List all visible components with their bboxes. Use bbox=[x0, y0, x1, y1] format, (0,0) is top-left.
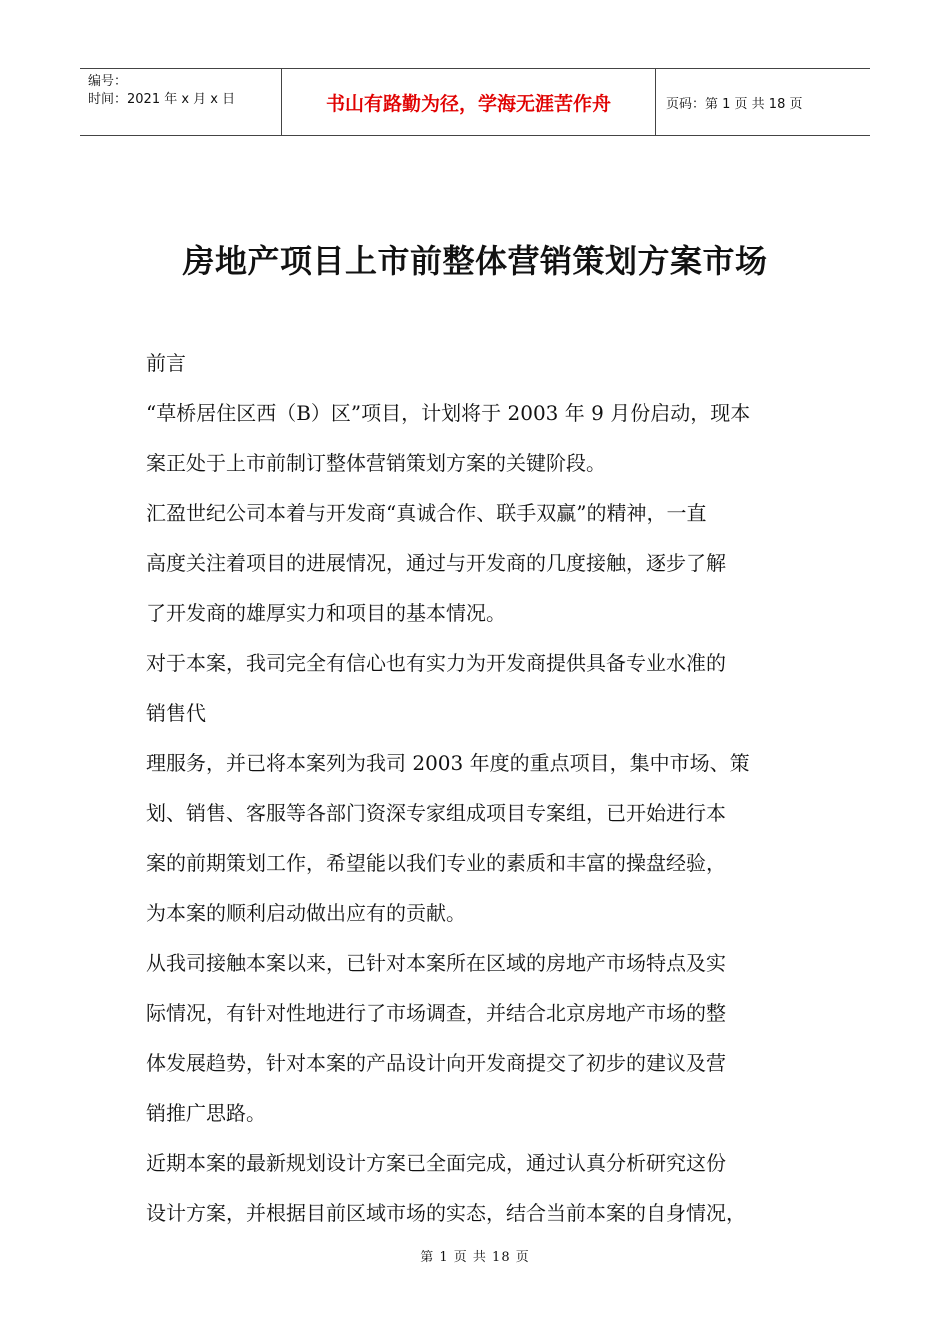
body-line: 案正处于上市前制订整体营销策划方案的关键阶段。 bbox=[146, 451, 606, 475]
body-line: 汇盈世纪公司本着与开发商“真诚合作、联手双赢”的精神，一直 bbox=[146, 501, 707, 525]
document-title: 房地产项目上市前整体营销策划方案市场 bbox=[182, 242, 768, 280]
body-line: 划、销售、客服等各部门资深专家组成项目专案组，已开始进行本 bbox=[146, 801, 726, 825]
body-line: 际情况，有针对性地进行了市场调查，并结合北京房地产市场的整 bbox=[146, 1001, 726, 1025]
body-line: 对于本案，我司完全有信心也有实力为开发商提供具备专业水准的 bbox=[146, 651, 726, 675]
body-line: 案的前期策划工作，希望能以我们专业的素质和丰富的操盘经验， bbox=[146, 851, 726, 875]
body-line: 了开发商的雄厚实力和项目的基本情况。 bbox=[146, 601, 506, 625]
document-body bbox=[146, 338, 806, 1238]
body-line: 理服务，并已将本案列为我司 2003 年度的重点项目，集中市场、策 bbox=[146, 751, 750, 775]
body-line: “草桥居住区西（B）区”项目，计划将于 2003 年 9 月份启动，现本 bbox=[146, 401, 751, 425]
page-footer: 第 1 页 共 18 页 bbox=[420, 1250, 530, 1265]
body-line: 前言 bbox=[146, 351, 186, 375]
body-line: 设计方案，并根据目前区域市场的实态，结合当前本案的自身情况， bbox=[146, 1201, 746, 1225]
body-line: 从我司接触本案以来，已针对本案所在区域的房地产市场特点及实 bbox=[146, 951, 726, 975]
header-page-info: 页码：第 1 页 共 18 页 bbox=[666, 96, 803, 112]
body-line: 为本案的顺利启动做出应有的贡献。 bbox=[146, 901, 466, 925]
header-meta bbox=[80, 69, 282, 135]
header-motto: 书山有路勤为径，学海无涯苦作舟 bbox=[282, 69, 656, 135]
body-line: 高度关注着项目的进展情况，通过与开发商的几度接触，逐步了解 bbox=[146, 551, 726, 575]
document-header bbox=[80, 68, 870, 136]
body-line: 销售代 bbox=[146, 701, 206, 725]
body-line: 近期本案的最新规划设计方案已全面完成，通过认真分析研究这份 bbox=[146, 1151, 726, 1175]
body-line: 销推广思路。 bbox=[146, 1101, 266, 1125]
body-line: 体发展趋势，针对本案的产品设计向开发商提交了初步的建议及营 bbox=[146, 1051, 726, 1075]
document-date: 时间：2021 年 x 月 x 日 bbox=[88, 92, 236, 107]
document-number-label: 编号： bbox=[88, 74, 128, 89]
